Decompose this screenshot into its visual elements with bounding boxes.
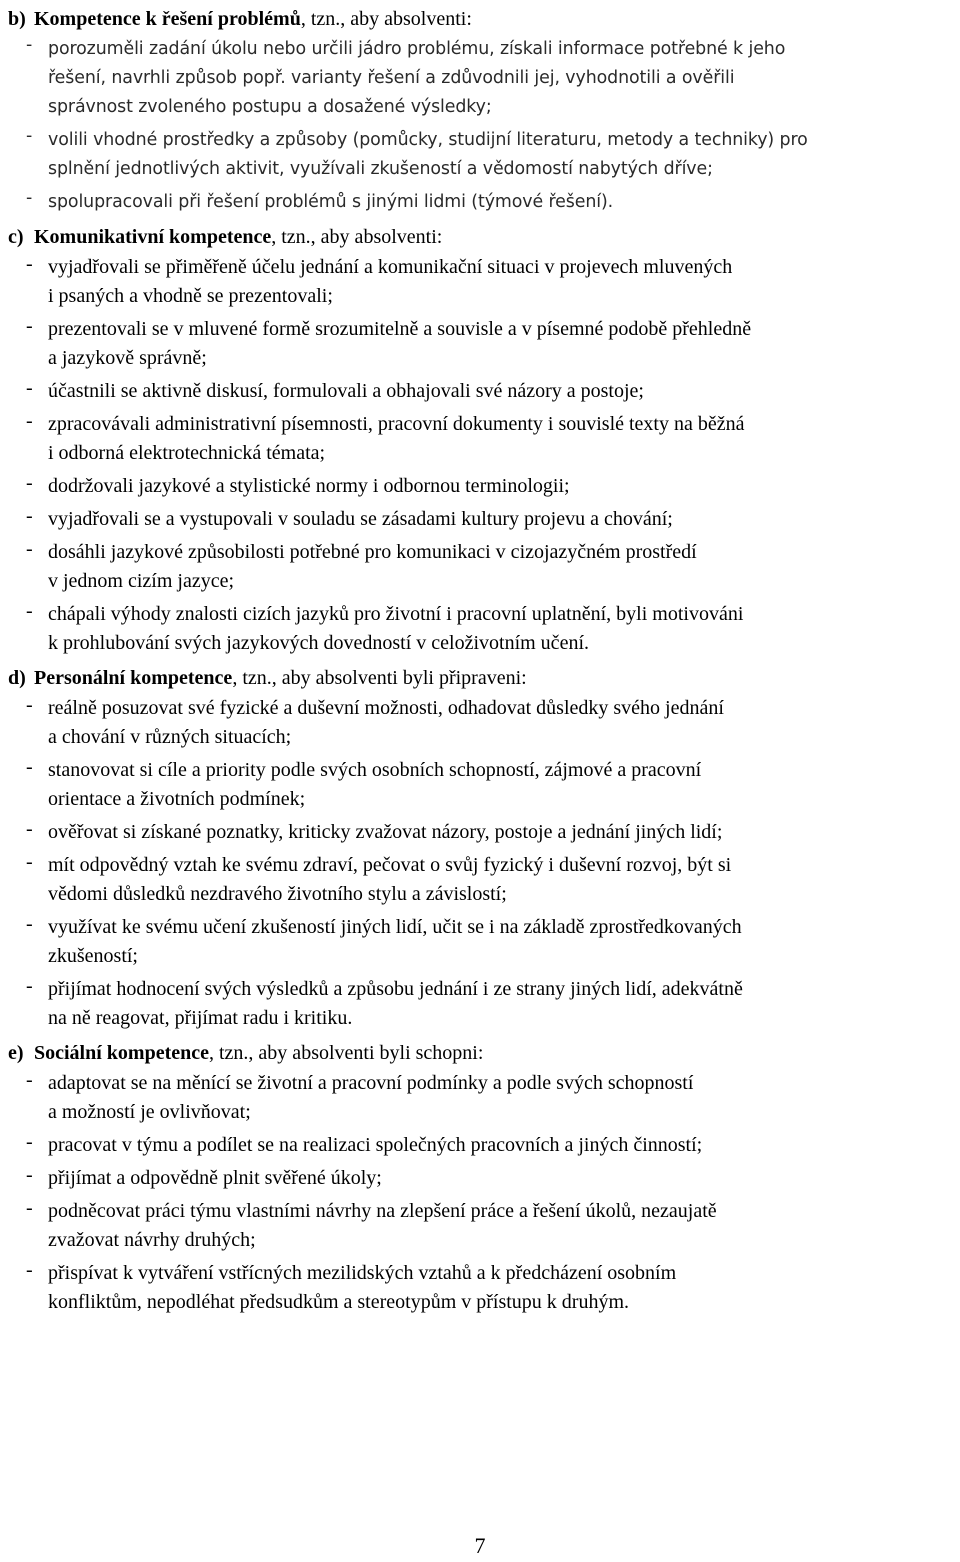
list-item [8,253,958,311]
bullet-dash: - [26,1164,33,1186]
item-text-line: přijímat a odpovědně plnit svěřené úkoly; [48,1167,382,1189]
list-item [8,1069,958,1127]
list-item [8,315,958,373]
item-text-line: splnění jednotlivých aktivit, využívali zkušeností a vědomostí nabytých dříve; [48,159,713,179]
list-item [8,1164,958,1193]
bullet-dash: - [26,126,33,146]
item-text-line: zvažovat návrhy druhých; [48,1229,256,1251]
item-text-line: reálně posuzovat své fyzické a duševní možnosti, odhadovat důsledky svého jednání [48,697,724,719]
item-text-line: vědomi důsledků nezdravého životního stylu a závislostí; [48,883,507,905]
bullet-dash: - [26,694,33,716]
item-text-line: podněcovat práci týmu vlastními návrhy na zlepšení práce a řešení úkolů, nezaujatě [48,1200,717,1222]
section-intro: , tzn., aby absolventi byli připraveni: [232,667,527,689]
list-item [8,600,958,658]
item-text-line: i psaných a vhodně se prezentovali; [48,285,333,307]
item-text-line: zkušeností; [48,945,138,967]
bullet-dash: - [26,756,33,778]
bullet-dash: - [26,377,33,399]
item-text-line: pracovat v týmu a podílet se na realizaci společných pracovních a jiných činností; [48,1134,703,1156]
item-text-line: zpracovávali administrativní písemnosti, pracovní dokumenty i souvislé texty na běžná [48,413,745,435]
item-text-line: přijímat hodnocení svých výsledků a způsobu jednání i ze strany jiných lidí, adekvátně [48,978,743,1000]
item-text-line: volili vhodné prostředky a způsoby (pomůcky, studijní literaturu, metody a techniky) pro [48,130,808,150]
list-item [8,851,958,909]
item-text-line: a chování v různých situacích; [48,726,292,748]
section-c [8,221,958,658]
document-page [8,3,958,1321]
page-number: 7 [474,1533,486,1558]
item-text-line: mít odpovědný vztah ke svému zdraví, pečovat o svůj fyzický i duševní rozvoj, být si [48,854,732,876]
section-title: Sociální kompetence [34,1042,209,1064]
list-item [8,818,958,847]
section-letter: e) [8,1042,24,1064]
bullet-dash: - [26,851,33,873]
item-text-line: dodržovali jazykové a stylistické normy i odbornou terminologii; [48,475,570,497]
section-letter: d) [8,667,26,689]
item-text-line: adaptovat se na měnící se životní a pracovní podmínky a podle svých schopností [48,1072,694,1094]
section-title: Komunikativní kompetence [34,226,272,248]
item-text-line: na ně reagovat, přijímat radu i kritiku. [48,1007,353,1029]
bullet-dash: - [26,188,33,208]
item-text-line: účastnili se aktivně diskusí, formulovali a obhajovali své názory a postoje; [48,380,644,402]
list-item [8,538,958,596]
list-item [8,913,958,971]
item-text-line: vyjadřovali se přiměřeně účelu jednání a komunikační situaci v projevech mluvených [48,256,733,278]
item-text-line: ověřovat si získané poznatky, kriticky zvažovat názory, postoje a jednání jiných lidí; [48,821,723,843]
item-text-line: prezentovali se v mluvené formě srozumitelně a souvisle a v písemné podobě přehledně [48,318,752,340]
item-text-line: k prohlubování svých jazykových dovedností v celoživotním učení. [48,632,589,654]
item-text-line: vyjadřovali se a vystupovali v souladu se zásadami kultury projevu a chování; [48,508,673,530]
bullet-dash: - [26,818,33,840]
item-text-line: přispívat k vytváření vstřícných mezilidských vztahů a k předcházení osobním [48,1262,677,1284]
list-item [8,1197,958,1255]
bullet-dash: - [26,975,33,997]
section-title: Kompetence k řešení problémů [34,8,301,30]
bullet-dash: - [26,1197,33,1219]
item-text-line: chápali výhody znalosti cizích jazyků pro životní i pracovní uplatnění, byli motivováni [48,603,744,625]
item-text-line: orientace a životních podmínek; [48,788,306,810]
list-item [8,1259,958,1317]
section-heading [8,1037,958,1069]
section-letter: b) [8,8,26,30]
item-text-line: řešení, navrhli způsob popř. varianty řešení a zdůvodnili jej, vyhodnotili a ověřili [48,68,735,88]
item-text-line: a možností je ovlivňovat; [48,1101,251,1123]
bullet-dash: - [26,472,33,494]
bullet-dash: - [26,35,33,55]
list-item [8,35,958,122]
section-b [8,3,958,217]
bullet-dash: - [26,253,33,275]
list-item [8,756,958,814]
section-heading [8,221,958,253]
bullet-dash: - [26,1131,33,1153]
item-text-line: stanovovat si cíle a priority podle svých osobních schopností, zájmové a pracovní [48,759,702,781]
item-text-line: využívat ke svému učení zkušeností jiných lidí, učit se i na základě zprostředkovaných [48,916,742,938]
section-d [8,662,958,1033]
list-item [8,694,958,752]
list-item [8,1131,958,1160]
bullet-dash: - [26,538,33,560]
list-item [8,505,958,534]
list-item [8,188,958,217]
bullet-dash: - [26,600,33,622]
item-text-line: konfliktům, nepodléhat předsudkům a stereotypům v přístupu k druhým. [48,1291,630,1313]
item-text-line: porozuměli zadání úkolu nebo určili jádro problému, získali informace potřebné k jeho [48,39,786,59]
list-item [8,975,958,1033]
bullet-dash: - [26,1259,33,1281]
item-text-line: dosáhli jazykové způsobilosti potřebné pro komunikaci v cizojazyčném prostředí [48,541,697,563]
item-text-line: i odborná elektrotechnická témata; [48,442,326,464]
list-item [8,410,958,468]
item-text-line: spolupracovali při řešení problémů s jinými lidmi (týmové řešení). [48,192,614,212]
section-intro: , tzn., aby absolventi byli schopni: [209,1042,484,1064]
item-text-line: a jazykově správně; [48,347,207,369]
bullet-dash: - [26,315,33,337]
list-item [8,472,958,501]
list-item [8,377,958,406]
item-text-line: v jednom cizím jazyce; [48,570,235,592]
list-item [8,126,958,184]
bullet-dash: - [26,1069,33,1091]
section-letter: c) [8,226,24,248]
section-intro: , tzn., aby absolventi: [271,226,443,248]
section-heading [8,662,958,694]
section-e [8,1037,958,1317]
section-intro: , tzn., aby absolventi: [300,8,472,30]
section-title: Personální kompetence [34,667,233,689]
bullet-dash: - [26,410,33,432]
item-text-line: správnost zvoleného postupu a dosažené výsledky; [48,97,492,117]
bullet-dash: - [26,505,33,527]
bullet-dash: - [26,913,33,935]
section-heading [8,3,958,35]
